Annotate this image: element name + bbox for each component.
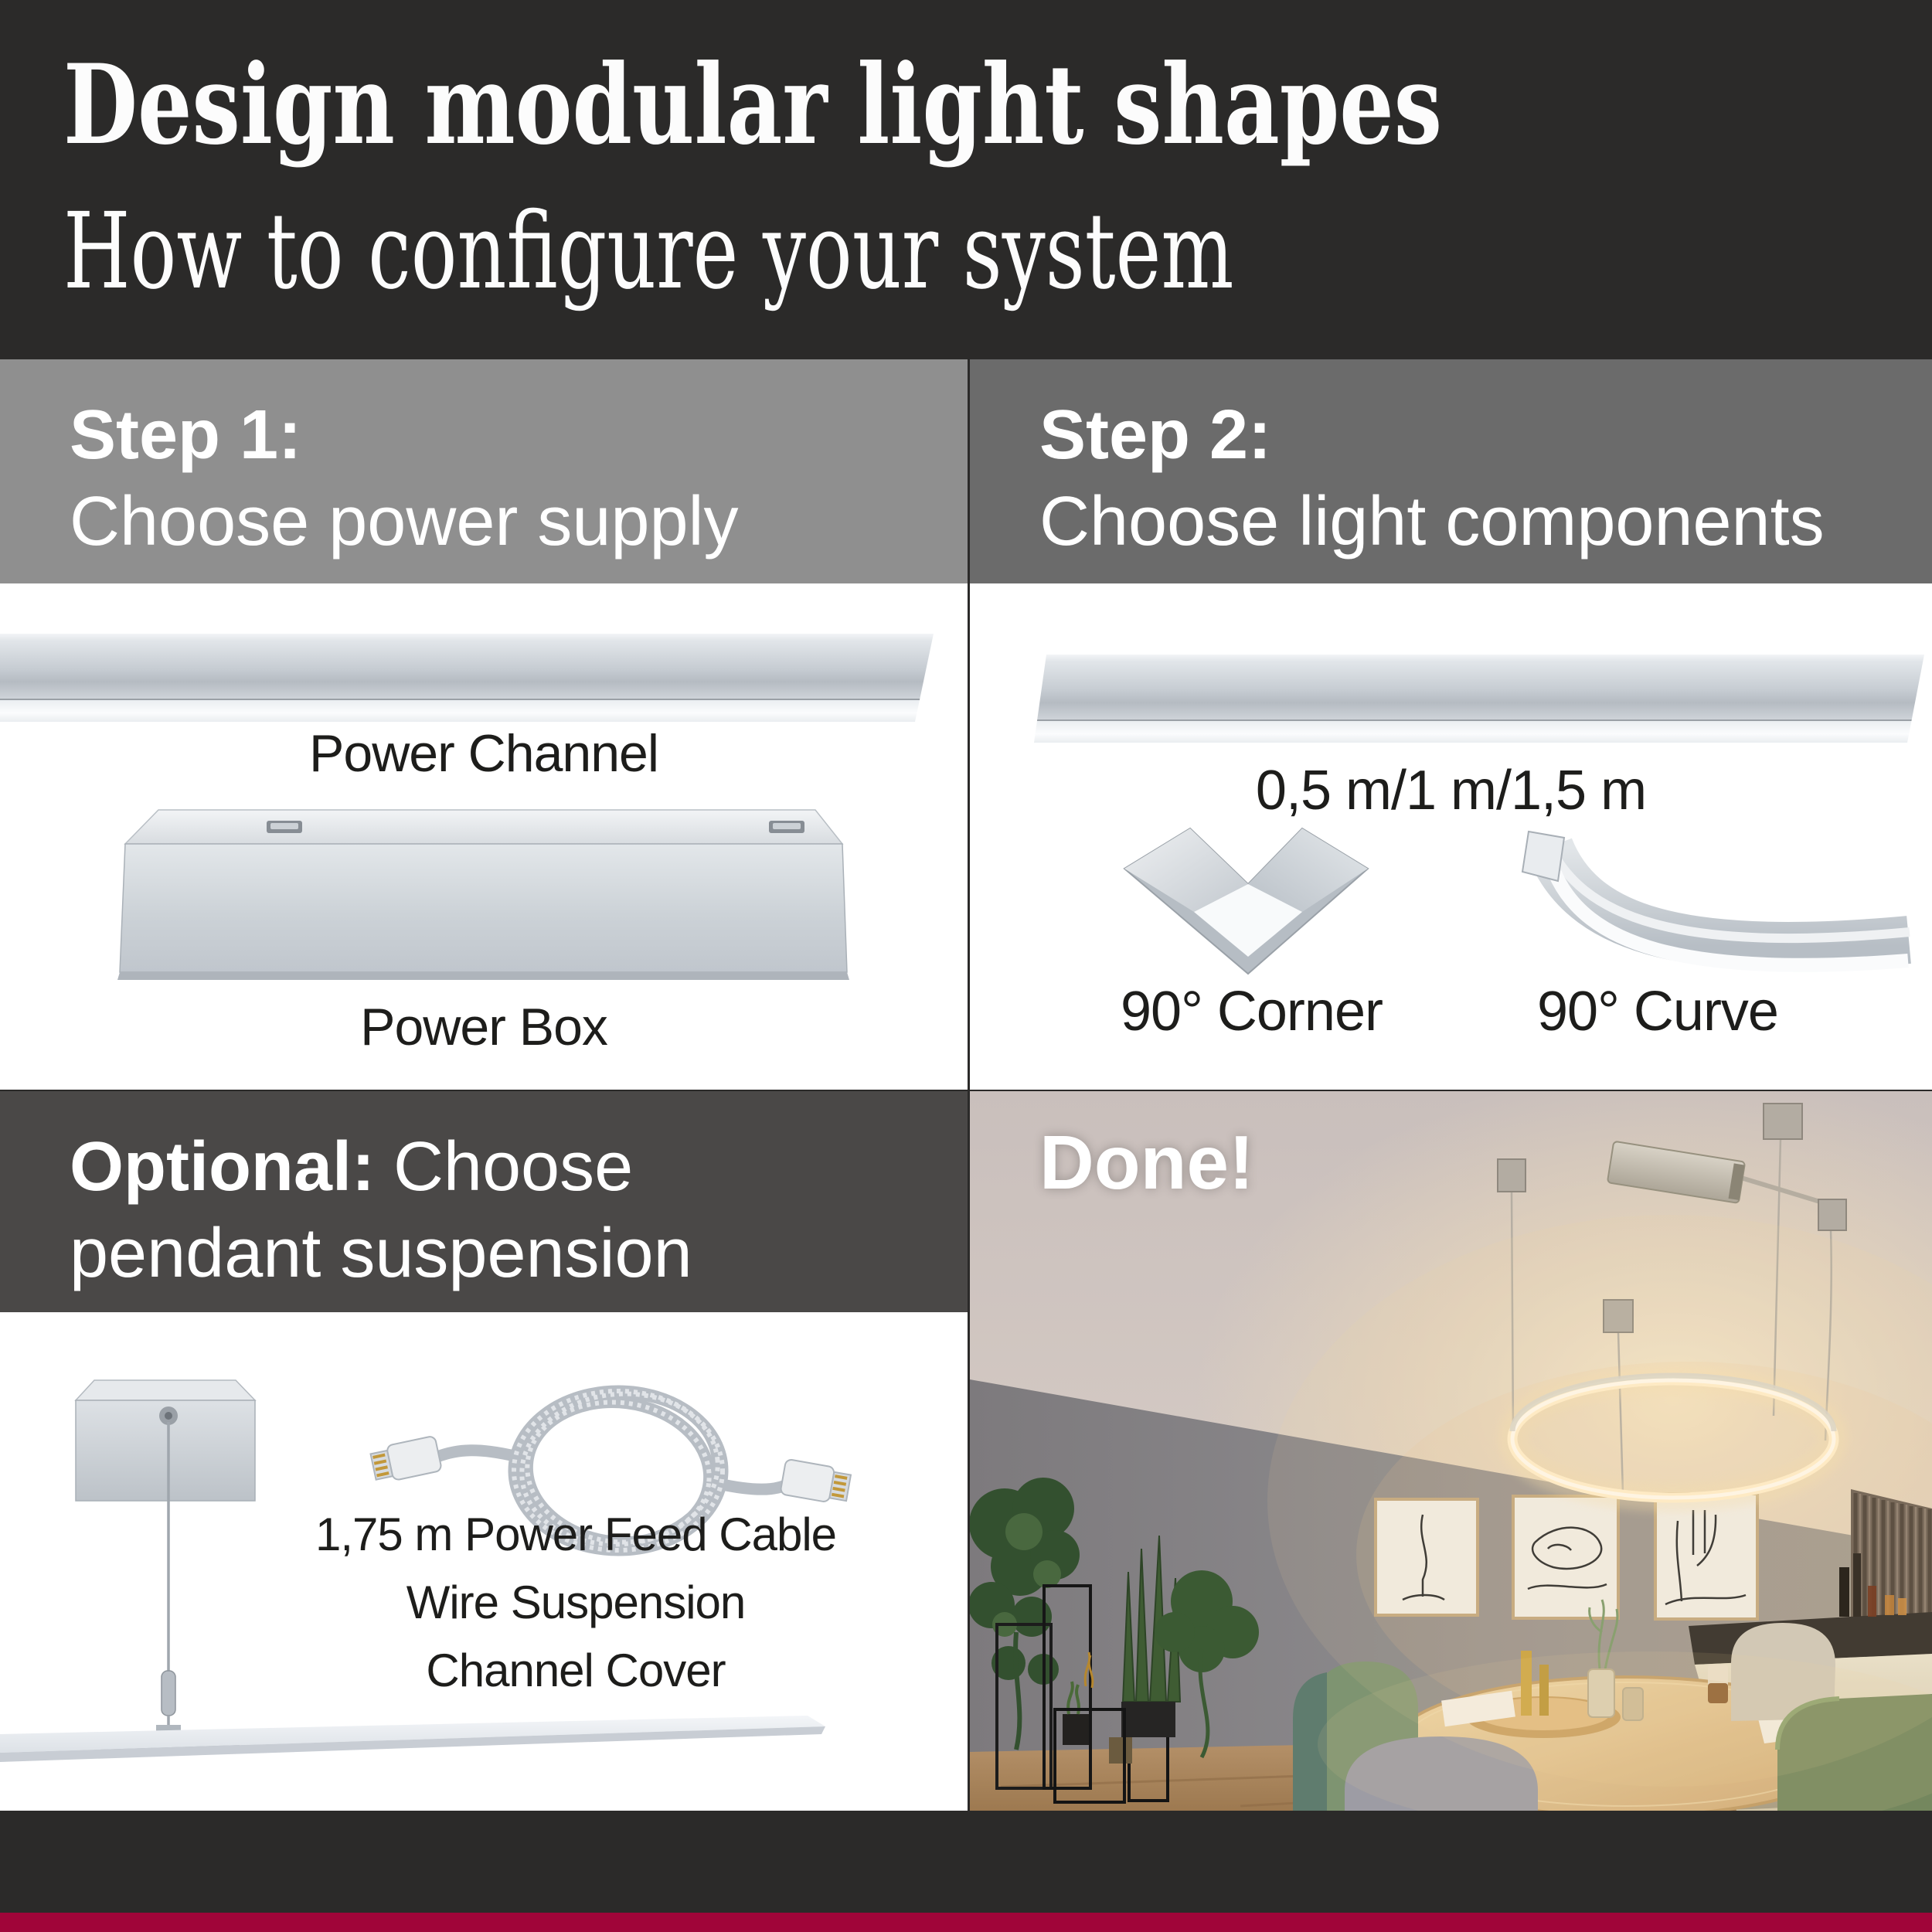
power-channel-profile	[0, 634, 934, 699]
optional-item-cover: Channel Cover	[426, 1645, 726, 1696]
power-channel-label: Power Channel	[309, 724, 658, 783]
optional-header	[0, 1091, 968, 1312]
corner-connector-image	[1113, 821, 1383, 975]
optional-heading-bold: Optional:	[70, 1128, 375, 1206]
page-title: Design modular light shapes	[63, 41, 1443, 169]
optional-heading-rest: Choose	[393, 1128, 634, 1206]
channel-sizes-label: 0,5 m/1 m/1,5 m	[1255, 760, 1647, 821]
light-channel-diffuser	[1034, 719, 1924, 743]
optional-item-cable: 1,75 m Power Feed Cable	[315, 1509, 837, 1560]
power-box-image	[116, 804, 866, 985]
light-channel-image	[1034, 655, 1924, 743]
curve-connector-label: 90° Curve	[1537, 981, 1778, 1043]
corner-connector-label: 90° Corner	[1121, 981, 1383, 1043]
optional-heading-line2: pendant suspension	[70, 1215, 692, 1292]
step1-heading-rest: Choose power supply	[70, 483, 739, 560]
power-channel-image	[0, 634, 934, 722]
step2-heading-bold: Step 2:	[1039, 396, 1272, 474]
channel-cover-image	[0, 1709, 835, 1771]
step2-header	[970, 359, 1932, 583]
step1-heading-bold: Step 1:	[70, 396, 302, 474]
curve-connector-image	[1507, 810, 1924, 989]
power-channel-diffuser	[0, 699, 934, 722]
optional-items	[185, 1501, 966, 1705]
done-label: Done!	[1039, 1120, 1254, 1205]
step1-header	[0, 359, 968, 583]
step2-heading-rest: Choose light components	[1039, 483, 1825, 560]
brand-accent-stripe	[0, 1913, 1932, 1932]
power-box-label: Power Box	[360, 998, 607, 1056]
light-channel-profile	[1034, 655, 1924, 719]
page-subtitle: How to configure your system	[63, 191, 1234, 313]
optional-item-wire: Wire Suspension	[406, 1577, 746, 1628]
